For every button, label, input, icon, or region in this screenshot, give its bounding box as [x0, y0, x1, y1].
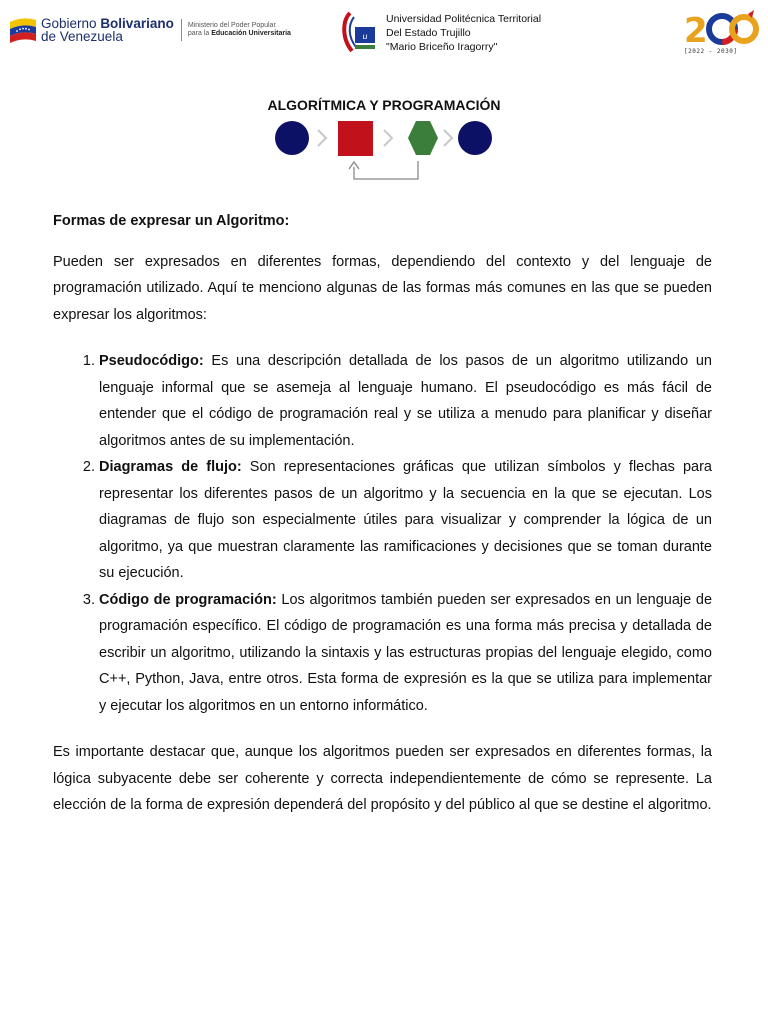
gov-name-line2: de Venezuela — [41, 29, 123, 44]
university-logo — [340, 9, 541, 57]
list-item-term: Diagramas de flujo: — [99, 459, 242, 475]
intro-paragraph: Pueden ser expresados en diferentes formas, dependiendo del contexto y del lenguaje de programación utilizado. Aquí te menciono algunas de las formas más comunes en las que se pueden expresar los algoritmos: — [53, 253, 712, 323]
section-heading: Formas de expresar un Algoritmo: — [53, 213, 290, 229]
chevron-right-icon — [444, 130, 452, 146]
start-circle-icon — [275, 121, 309, 155]
loop-back-arrow-icon — [354, 161, 418, 179]
svg-text:u: u — [362, 32, 368, 41]
page-header — [0, 0, 768, 70]
header-divider — [181, 19, 182, 41]
list-item — [99, 587, 712, 720]
gov-name-bold: Bolivariano — [100, 16, 174, 31]
university-name — [386, 12, 541, 54]
process-flow-graphic — [268, 115, 500, 187]
government-logo — [8, 14, 291, 46]
gov-name-prefix: Gobierno — [41, 16, 97, 31]
list-item-text: Es una descripción detallada de los pasos de un algoritmo utilizando un lenguaje informal que se asemeja al lenguaje humano. El pseudocódigo es más fácil de entender que el código de programación real y se utiliza a menudo para planificar y diseñar algoritmos antes de su implementación. — [99, 353, 712, 449]
university-line1: Universidad Politécnica Territorial — [386, 13, 542, 25]
list-item-term: Pseudocódigo: — [99, 353, 204, 369]
ministry-line2-prefix: para la — [187, 30, 210, 37]
ministry-line1: Ministerio del Poder Popular — [187, 22, 276, 29]
chevron-right-icon — [384, 130, 392, 146]
end-circle-icon — [458, 121, 492, 155]
list-item-text: Los algoritmos también pueden ser expresados en un lenguaje de programación específico. El código de programación es una forma más precisa y detallada de escribir un algoritmo, utilizando la sintaxis y las estructuras propias del lenguaje elegido, como C++, Python, Java, entre otros. Esta forma de expresión es la que se utiliza para implementar y ejecutar los algoritmos en un entorno informático. — [99, 591, 713, 714]
ministry-line2-bold: Educación Universitaria — [211, 30, 291, 37]
list-item-text: Son representaciones gráficas que utilizan símbolos y flechas para representar los diferentes pasos de un algoritmo y la secuencia en la que se ejecutan. Los diagramas de flujo son especialmente útiles para visualizar y comprender la lógica de un algoritmo, ya que muestran claramente las ramificaciones y decisiones que se toman durante su ejecución. — [99, 459, 712, 581]
anniversary-logo — [684, 10, 760, 58]
chevron-right-icon — [318, 130, 326, 146]
university-line3: "Mario Briceño Iragorry" — [386, 41, 498, 53]
anniversary-emblem-icon — [684, 10, 760, 48]
university-emblem-icon — [340, 9, 380, 57]
process-square-icon — [338, 121, 373, 156]
government-name — [41, 17, 174, 43]
decision-hexagon-icon — [408, 121, 438, 155]
venezuela-flag-icon — [8, 14, 38, 46]
forms-list — [53, 348, 712, 719]
document-title: ALGORÍTMICA Y PROGRAMACIÓN — [267, 97, 501, 113]
list-item — [99, 454, 712, 587]
ministry-name — [188, 22, 291, 38]
anniversary-years: [2022 - 2030] — [684, 48, 738, 55]
university-line2: Del Estado Trujillo — [386, 27, 471, 39]
svg-text:2: 2 — [684, 11, 708, 48]
list-item-term: Código de programación: — [99, 591, 277, 608]
document-body — [53, 208, 712, 819]
closing-paragraph: Es importante destacar que, aunque los algoritmos pueden ser expresados en diferentes formas, la lógica subyacente debe ser coherente y correcta independientemente de cómo se represente. La elección de la forma de expresión dependerá del propósito y del público al que se destine el algoritmo. — [53, 744, 712, 813]
list-item — [99, 348, 712, 454]
